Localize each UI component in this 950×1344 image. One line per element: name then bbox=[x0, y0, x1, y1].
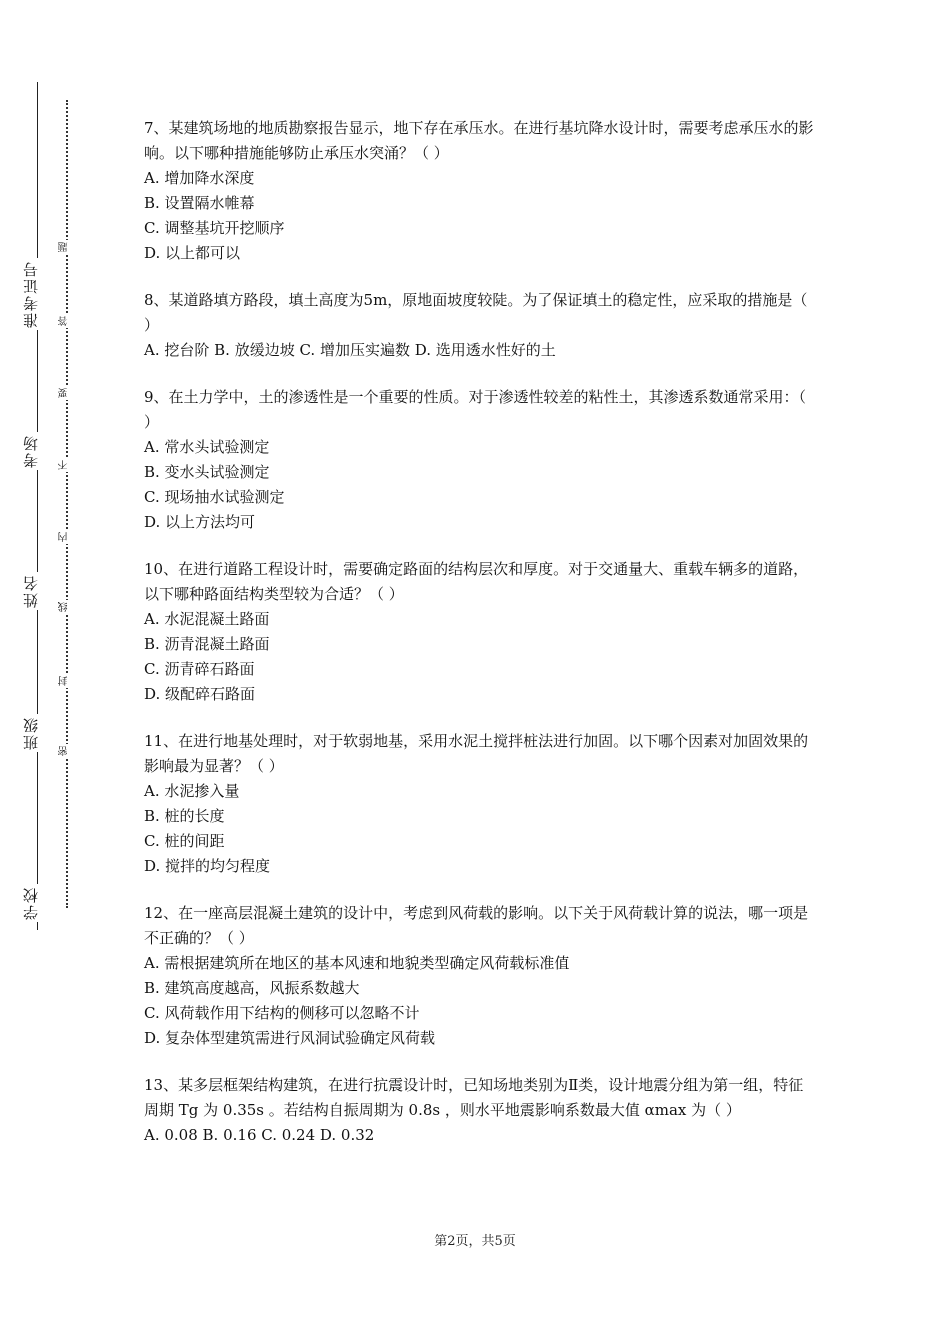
question-stem: 10、在进行道路工程设计时，需要确定路面的结构层次和厚度。对于交通量大、重载车辆多的道路，以下哪种路面结构类型较为合适？（ ） bbox=[144, 560, 809, 603]
question-7 bbox=[144, 116, 814, 266]
seal-char: 封 bbox=[58, 674, 76, 688]
field-label-exam-room: 考场 bbox=[20, 432, 60, 470]
question-12 bbox=[144, 901, 814, 1051]
option-d: D. 以上方法均可 bbox=[144, 513, 256, 531]
field-label-school: 学校 bbox=[20, 884, 60, 922]
option-b: B. 建筑高度越高，风振系数越大 bbox=[144, 979, 360, 997]
field-label-exam-id: 准考证号 bbox=[20, 258, 60, 330]
question-8 bbox=[144, 288, 814, 363]
binding-solid-line bbox=[37, 82, 38, 930]
option-c: C. 调整基坑开挖顺序 bbox=[144, 219, 285, 237]
option-a: A. 水泥掺入量 bbox=[144, 782, 240, 800]
question-stem: 12、在一座高层混凝土建筑的设计中，考虑到风荷载的影响。以下关于风荷载计算的说法，哪一项是不正确的？（ ） bbox=[144, 904, 809, 947]
question-13 bbox=[144, 1073, 814, 1148]
option-c: C. 桩的间距 bbox=[144, 832, 225, 850]
option-a: A. 需根据建筑所在地区的基本风速和地貌类型确定风荷载标准值 bbox=[144, 954, 570, 972]
option-a: A. 水泥混凝土路面 bbox=[144, 610, 270, 628]
question-stem: 8、某道路填方路段，填土高度为5m，原地面坡度较陡。为了保证填土的稳定性，应采取的措施是（ ） bbox=[144, 291, 808, 334]
question-10 bbox=[144, 557, 814, 707]
option-d: D. 复杂体型建筑需进行风洞试验确定风荷载 bbox=[144, 1029, 436, 1047]
question-11 bbox=[144, 729, 814, 879]
field-label-name: 姓名 bbox=[20, 572, 60, 610]
seal-char: 密 bbox=[58, 744, 76, 758]
option-c: C. 沥青碎石路面 bbox=[144, 660, 255, 678]
seal-char: 内 bbox=[58, 530, 76, 544]
seal-char: 不 bbox=[58, 458, 76, 472]
seal-char: 题 bbox=[58, 240, 76, 254]
question-stem: 9、在土力学中，土的渗透性是一个重要的性质。对于渗透性较差的粘性土，其渗透系数通常采用：（ ） bbox=[144, 388, 807, 431]
question-stem: 11、在进行地基处理时，对于软弱地基，采用水泥土搅拌桩法进行加固。以下哪个因素对加固效果的影响最为显著？（ ） bbox=[144, 732, 809, 775]
page-number: 第2页，共5页 bbox=[434, 1234, 516, 1249]
seal-char: 线 bbox=[58, 600, 76, 614]
inline-options: A. 0.08 B. 0.16 C. 0.24 D. 0.32 bbox=[144, 1126, 375, 1144]
question-9 bbox=[144, 385, 814, 535]
option-a: A. 增加降水深度 bbox=[144, 169, 255, 187]
option-b: B. 设置隔水帷幕 bbox=[144, 194, 255, 212]
option-b: B. 变水头试验测定 bbox=[144, 463, 270, 481]
option-a: A. 常水头试验测定 bbox=[144, 438, 270, 456]
option-b: B. 沥青混凝土路面 bbox=[144, 635, 270, 653]
option-c: C. 现场抽水试验测定 bbox=[144, 488, 285, 506]
binding-dotted-line bbox=[66, 100, 68, 908]
inline-options: A. 挖台阶 B. 放缓边坡 C. 增加压实遍数 D. 选用透水性好的土 bbox=[144, 341, 556, 359]
option-d: D. 搅拌的均匀程度 bbox=[144, 857, 271, 875]
option-d: D. 级配碎石路面 bbox=[144, 685, 256, 703]
question-stem: 7、某建筑场地的地质勘察报告显示，地下存在承压水。在进行基坑降水设计时，需要考虑承压水的影响。以下哪种措施能够防止承压水突涌？（ ） bbox=[144, 119, 814, 162]
option-d: D. 以上都可以 bbox=[144, 244, 241, 262]
seal-char: 要 bbox=[58, 386, 76, 400]
seal-char: 答 bbox=[58, 314, 76, 328]
binding-margin bbox=[0, 0, 120, 1344]
option-b: B. 桩的长度 bbox=[144, 807, 225, 825]
question-list bbox=[144, 116, 814, 1170]
question-stem: 13、某多层框架结构建筑，在进行抗震设计时，已知场地类别为Ⅱ类，设计地震分组为第一组，特征周期 Tg 为 0.35s 。若结构自振周期为 0.8s ，则水平地震影响系数最大值 αmax 为（ ） bbox=[144, 1076, 804, 1119]
option-c: C. 风荷载作用下结构的侧移可以忽略不计 bbox=[144, 1004, 420, 1022]
field-label-class: 班级 bbox=[20, 714, 60, 752]
